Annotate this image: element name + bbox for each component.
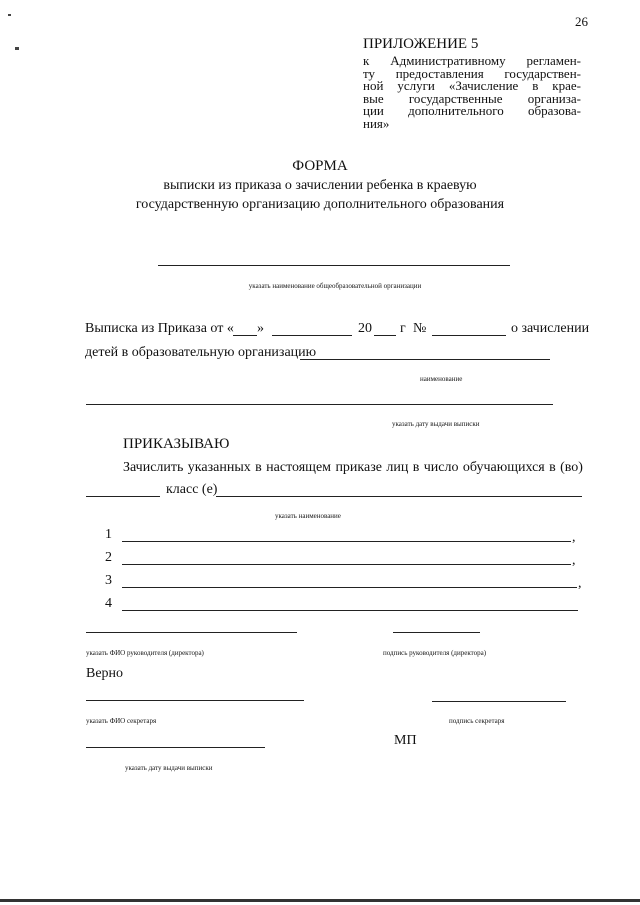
- enroll-word: (во): [560, 460, 583, 475]
- class-label: класс (е): [166, 482, 218, 497]
- extract-enrollment-label: о зачислении: [511, 321, 590, 336]
- appendix-text: [363, 55, 581, 130]
- hint-naming: наименование: [420, 375, 463, 383]
- appendix-line: вые государственные организа-: [363, 90, 581, 106]
- scan-mark: [8, 14, 11, 16]
- children-label: детей в образовательную организацию: [85, 345, 317, 360]
- hint-secretary-sign: подпись секретаря: [449, 717, 505, 725]
- list-item-number: 1: [105, 527, 112, 542]
- list-item-comma: ,: [572, 553, 576, 568]
- hint-issue-date: указать дату выдачи выписки: [392, 420, 480, 428]
- secretary-sign-field[interactable]: [432, 701, 566, 702]
- list-item-field[interactable]: [122, 541, 571, 542]
- order-word: ПРИКАЗЫВАЮ: [123, 436, 230, 452]
- extract-number-field[interactable]: [432, 335, 506, 336]
- form-heading: ФОРМА: [292, 158, 348, 174]
- extract-year-field[interactable]: [374, 335, 396, 336]
- appendix-title: ПРИЛОЖЕНИЕ 5: [363, 36, 479, 52]
- extract-row: [85, 321, 590, 341]
- enroll-word: указанных: [187, 460, 251, 475]
- list-item-field[interactable]: [122, 587, 577, 588]
- enroll-word: настоящем: [266, 460, 332, 475]
- scan-bottom-edge: [0, 899, 640, 902]
- hint-org-name: указать наименование общеобразовательной организации: [248, 282, 422, 290]
- list-item-field[interactable]: [122, 610, 578, 611]
- enroll-word: приказе: [335, 460, 382, 475]
- form-subtitle-line1: выписки из приказа о зачислении ребенка в краевую: [163, 178, 477, 193]
- extract-quote-close: »: [257, 321, 264, 336]
- list-item-comma: ,: [572, 530, 576, 545]
- appendix-line: ции дополнительного образова-: [363, 103, 581, 118]
- org-name-line[interactable]: [158, 265, 510, 266]
- secretary-fio-field[interactable]: [86, 700, 304, 701]
- extract-g-label: г: [400, 321, 406, 336]
- appendix-line: ния»: [363, 115, 390, 131]
- appendix-line: к Административному регламен-: [363, 53, 581, 68]
- enroll-word: в: [549, 460, 556, 475]
- extract-month-field[interactable]: [272, 335, 352, 336]
- enroll-sentence: [123, 460, 583, 476]
- class-name-field[interactable]: [216, 496, 582, 497]
- verno-label: Верно: [86, 666, 124, 681]
- scan-mark: [15, 47, 19, 50]
- extract-day-field[interactable]: [233, 335, 257, 336]
- hint-secretary-fio: указать ФИО секретаря: [86, 717, 157, 725]
- hint-director-fio: указать ФИО руководителя (директора): [86, 649, 204, 657]
- organization-field[interactable]: [300, 359, 550, 360]
- list-item-field[interactable]: [122, 564, 571, 565]
- issue-date-field[interactable]: [86, 404, 553, 405]
- enroll-word: в: [412, 460, 420, 475]
- extract-label: Выписка из Приказа от «: [85, 321, 234, 336]
- extract-no-label: №: [413, 321, 427, 336]
- list-item-number: 2: [105, 550, 112, 565]
- page-number: 26: [575, 14, 588, 29]
- enroll-word: в: [255, 460, 262, 475]
- list-item-number: 3: [105, 573, 112, 588]
- hint-director-sign: подпись руководителя (директора): [383, 649, 487, 657]
- stamp-place: МП: [394, 733, 417, 748]
- director-fio-field[interactable]: [86, 632, 297, 633]
- bottom-issue-date-field[interactable]: [86, 747, 265, 748]
- enroll-word: число: [423, 460, 459, 475]
- class-number-field[interactable]: [86, 496, 160, 497]
- enroll-word: лиц: [386, 460, 409, 475]
- appendix-line: ной услуги «Зачисление в крае-: [363, 78, 581, 93]
- enroll-word: Зачислить: [123, 460, 184, 475]
- form-subtitle-line2: государственную организацию дополнительного образования: [135, 197, 505, 212]
- extract-year-label: 20: [358, 321, 372, 336]
- list-item-comma: ,: [578, 576, 582, 591]
- list-item-number: 4: [105, 596, 112, 611]
- hint-issue-date-bottom: указать дату выдачи выписки: [125, 764, 213, 772]
- appendix-line: ту предоставления государствен-: [363, 65, 581, 81]
- enroll-word: обучающихся: [462, 460, 545, 475]
- hint-name: указать наименование: [275, 512, 341, 520]
- director-sign-field[interactable]: [393, 632, 480, 633]
